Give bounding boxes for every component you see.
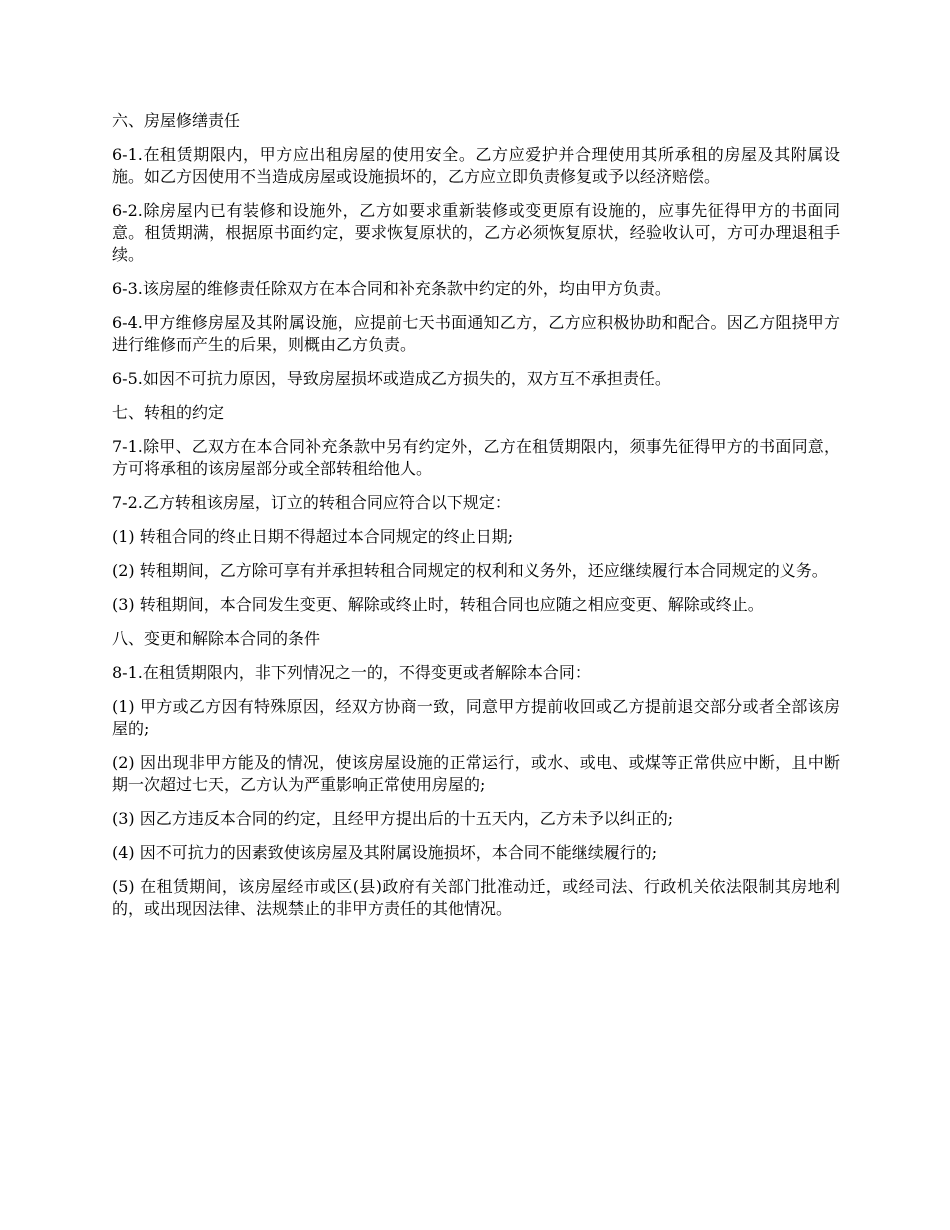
clause-8-1-item-2: (2) 因出现非甲方能及的情况，使该房屋设施的正常运行，或水、或电、或煤等正常供应中断，且中断期一次超过七天，乙方认为严重影响正常使用房屋的; xyxy=(112,753,840,794)
clause-8-1-item-1: (1) 甲方或乙方因有特殊原因，经双方协商一致，同意甲方提前收回或乙方提前退交部分或者全部该房屋的; xyxy=(112,697,840,738)
section-heading-sublease: 七、转租的约定 xyxy=(112,403,225,422)
clause-6-1: 6-1.在租赁期限内，甲方应出租房屋的使用安全。乙方应爱护并合理使用其所承租的房屋及其附属设施。如乙方因使用不当造成房屋或设施损坏的，乙方应立即负责修复或予以经济赔偿。 xyxy=(112,145,840,186)
clause-6-2: 6-2.除房屋内已有装修和设施外，乙方如要求重新装修或变更原有设施的，应事先征得甲方的书面同意。租赁期满，根据原书面约定，要求恢复原状的，乙方必须恢复原状，经验收认可，方可办理退租手续。 xyxy=(112,201,840,264)
clause-6-3: 6-3.该房屋的维修责任除双方在本合同和补充条款中约定的外，均由甲方负责。 xyxy=(112,279,671,298)
section-heading-repair: 六、房屋修缮责任 xyxy=(112,111,241,130)
clause-7-1: 7-1.除甲、乙双方在本合同补充条款中另有约定外，乙方在租赁期限内，须事先征得甲方的书面同意，方可将承租的该房屋部分或全部转租给他人。 xyxy=(112,437,840,478)
clause-6-4: 6-4.甲方维修房屋及其附属设施，应提前七天书面通知乙方，乙方应积极协助和配合。因乙方阻挠甲方进行维修而产生的后果，则概由乙方负责。 xyxy=(112,313,840,354)
clause-7-2: 7-2.乙方转租该房屋，订立的转租合同应符合以下规定： xyxy=(112,493,511,512)
clause-7-2-item-2: (2) 转租期间，乙方除可享有并承担转租合同规定的权利和义务外，还应继续履行本合同规定的义务。 xyxy=(112,561,828,580)
clause-8-1-item-5: (5) 在租赁期间，该房屋经市或区(县)政府有关部门批准动迁，或经司法、行政机关依法限制其房地利的，或出现因法律、法规禁止的非甲方责任的其他情况。 xyxy=(112,877,840,918)
document-page xyxy=(112,110,840,932)
clause-7-2-item-1: (1) 转租合同的终止日期不得超过本合同规定的终止日期; xyxy=(112,527,514,546)
clause-7-2-item-3: (3) 转租期间，本合同发生变更、解除或终止时，转租合同也应随之相应变更、解除或终止。 xyxy=(112,595,764,614)
section-heading-termination: 八、变更和解除本合同的条件 xyxy=(112,629,321,648)
clause-8-1-item-3: (3) 因乙方违反本合同的约定，且经甲方提出后的十五天内，乙方未予以纠正的; xyxy=(112,809,674,828)
clause-8-1-item-4: (4) 因不可抗力的因素致使该房屋及其附属设施损坏，本合同不能继续履行的; xyxy=(112,843,658,862)
clause-8-1: 8-1.在租赁期限内，非下列情况之一的，不得变更或者解除本合同： xyxy=(112,663,591,682)
clause-6-5: 6-5.如因不可抗力原因，导致房屋损坏或造成乙方损失的，双方互不承担责任。 xyxy=(112,369,671,388)
